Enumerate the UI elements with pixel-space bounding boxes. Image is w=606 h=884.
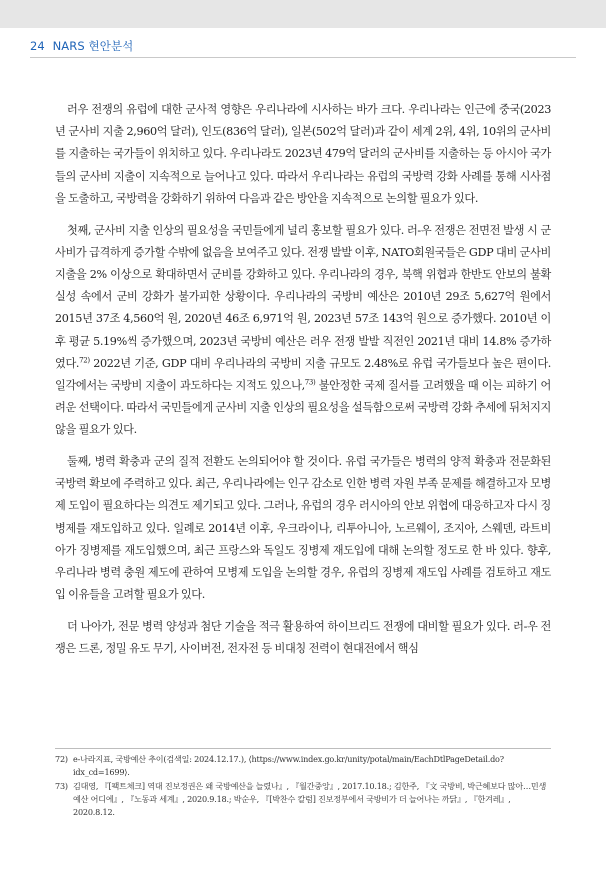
main-text xyxy=(55,99,551,660)
paragraph-third: 더 나아가, 전문 병력 양성과 첨단 기술을 적극 활용하여 하이브리드 전쟁에 대비할 필요가 있다. 러-우 전쟁은 드론, 정밀 유도 무기, 사이버전, 전자전 등 비대칭 전력이 현대전에서 핵심 xyxy=(55,619,551,656)
header-divider xyxy=(30,57,576,58)
footnote-72 xyxy=(55,753,551,779)
top-band xyxy=(0,0,606,28)
footnotes xyxy=(55,753,551,820)
footnote-divider xyxy=(55,748,551,749)
footnote-ref-73[interactable]: 73) xyxy=(304,378,316,387)
footnote-text: 김대영, 『[팩트체크] 역대 진보정권은 왜 국방예산을 늘렸나』, 『월간중앙』, 2017.10.18.; 김한주, 『文 국방비, 박근혜보다 많아…민생 예산 어디에』, 『노동과 세계』, 2020.9.18.; 박순우, 『[박찬수 칼럼] 진보정부에서 국방비가 더 늘어나는 까닭』, 『한겨레』, 2020.8.12. xyxy=(73,781,547,818)
paragraph-second: 둘째, 병력 확충과 군의 질적 전환도 논의되어야 할 것이다. 유럽 국가들은 병력의 양적 확충과 전문화된 국방력 확보에 주력하고 있다. 최근, 우리나라에는 인구 감소로 인한 병력 자원 부족 문제를 해결하고자 모병제 도입이 필요하다는 의견도 제기되고 있다. 그러나, 유럽의 경우 러시아의 안보 위협에 대응하고자 다시 징병제를 재도입하고 있다. 일례로 2014년 이후, 우크라이나, 리투아니아, 노르웨이, 조지아, 스웨덴, 라트비아가 징병제를 재도입했으며, 최근 프랑스와 독일도 징병제 재도입에 대해 논의할 정도로 한 바 있다. 향후, 우리나라 병력 충원 제도에 관하여 모병제 도입을 논의할 경우, 유럽의 징병제 재도입 사례를 검토하고 재도입 이유들을 고려할 필요가 있다. xyxy=(55,455,551,602)
footnote-73 xyxy=(55,780,551,819)
paragraph-first-part2: 2022년 기준, GDP 대비 우리나라의 국방비 지출 규모도 2.48%로 유럽 국가들보다 높은 편이다. 일각에서는 국방비 지출이 과도하다는 지적도 있으나, xyxy=(55,356,551,392)
publication-title: NARS 현안분석 xyxy=(52,39,134,53)
paragraph-intro: 러우 전쟁의 유럽에 대한 군사적 영향은 우리나라에 시사하는 바가 크다. 우리나라는 인근에 중국(2023년 군사비 지출 2,960억 달러), 인도(836억 달러), 일본(502억 달러)과 같이 세계 2위, 4위, 10위의 군사비를 지출하는 국가들이 위치하고 있다. 우리나라도 2023년 479억 달러의 군사비를 지출하는 등 아시아 국가들의 군사비 지출이 지속적으로 늘어나고 있다. 따라서 우리나라는 유럽의 국방력 강화 사례를 통해 시사점을 도출하고, 국방력을 강화하기 위하여 다음과 같은 방안을 지속적으로 논의할 필요가 있다. xyxy=(55,103,551,205)
footnote-text: e-나라지표, 국방예산 추이(검색일: 2024.12.17.), ⟨https://www.index.go.kr/unity/potal/main/EachDtlPageDetail.do?idx_cd=1699⟩. xyxy=(73,754,504,778)
page-number: 24 xyxy=(30,39,45,53)
footnote-ref-72[interactable]: 72) xyxy=(79,356,90,364)
paragraph-first-part1: 첫째, 군사비 지출 인상의 필요성을 국민들에게 널리 홍보할 필요가 있다. 러-우 전쟁은 전면전 발생 시 군사비가 급격하게 증가할 수밖에 없음을 보여주고 있다. 전쟁 발발 이후, NATO회원국들은 GDP 대비 군사비 지출을 2% 이상으로 확대하면서 군비를 강화하고 있다. 우리나라의 경우, 북핵 위협과 한반도 안보의 불확실성 속에서 군비 강화가 불가피한 상황이다. 우리나라의 국방비 예산은 2010년 29조 5,627억 원에서 2015년 37조 4,560억 원, 2020년 46조 6,971억 원, 2023년 57조 143억 원으로 증가했다. 2010년 이후 평균 5.19%씩 증가했으며, 2023년 국방비 예산은 러우 전쟁 발발 직전인 2021년 대비 14.8% 증가하였다. xyxy=(55,223,551,370)
footnote-label: 72) xyxy=(55,754,68,764)
footnote-label: 73) xyxy=(55,781,68,792)
paragraph-first xyxy=(55,220,551,442)
page-header xyxy=(30,38,576,54)
paragraph-first-part3: 불안정한 국제 질서를 고려했을 때 이는 피하기 어려운 선택이다. 따라서 국민들에게 군사비 지출 인상의 필요성을 설득함으로써 국방력 강화 추세에 뒤처지지 않을 필요가 있다. xyxy=(55,378,551,437)
